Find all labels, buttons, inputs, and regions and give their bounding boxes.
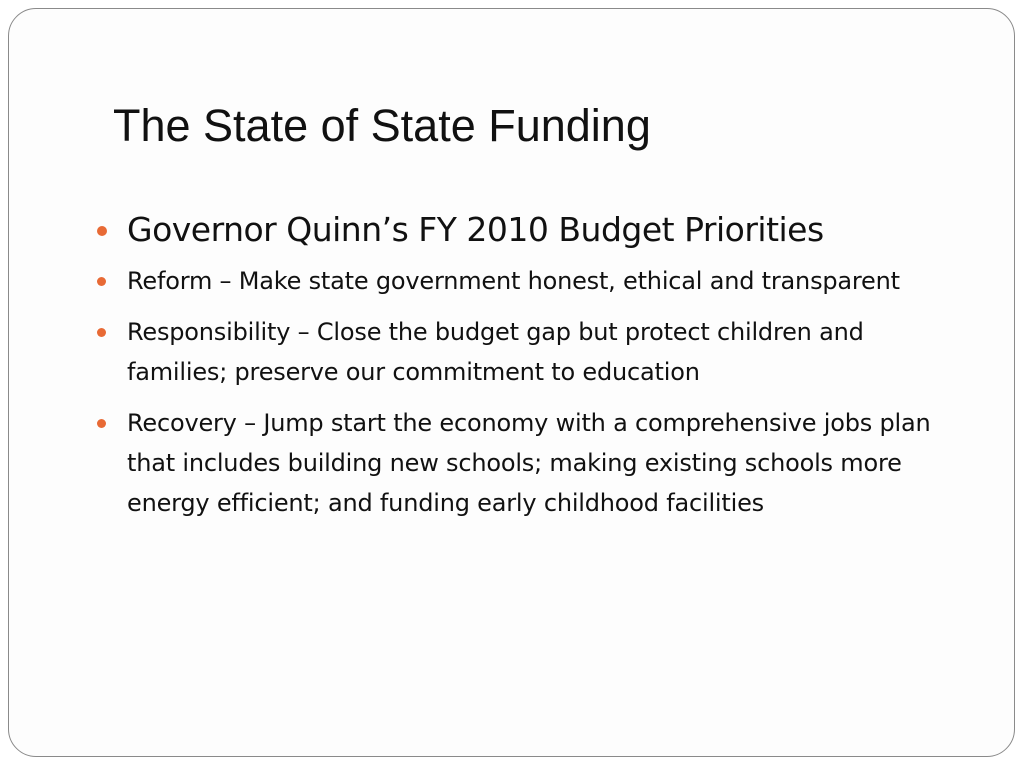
bullet-list [97,209,957,534]
bullet-dot-icon [97,419,106,428]
bullet-item-heading [97,209,957,251]
bullet-dot-icon [97,328,106,337]
slide-frame [8,8,1015,757]
bullet-dot-icon [97,277,106,286]
bullet-item-reform [97,261,957,301]
bullet-text: Governor Quinn’s FY 2010 Budget Priorities [127,210,824,249]
bullet-item-responsibility [97,312,957,392]
bullet-text: Recovery – Jump start the economy with a comprehensive jobs plan that includes building new schools; making existing schools more energy efficient; and funding early childhood facilities [127,409,931,517]
bullet-dot-icon [97,226,107,236]
bullet-item-recovery [97,403,957,523]
slide-title: The State of State Funding [113,100,651,151]
bullet-text: Reform – Make state government honest, ethical and transparent [127,267,900,295]
bullet-text: Responsibility – Close the budget gap but protect children and families; preserve our commitment to education [127,318,864,386]
